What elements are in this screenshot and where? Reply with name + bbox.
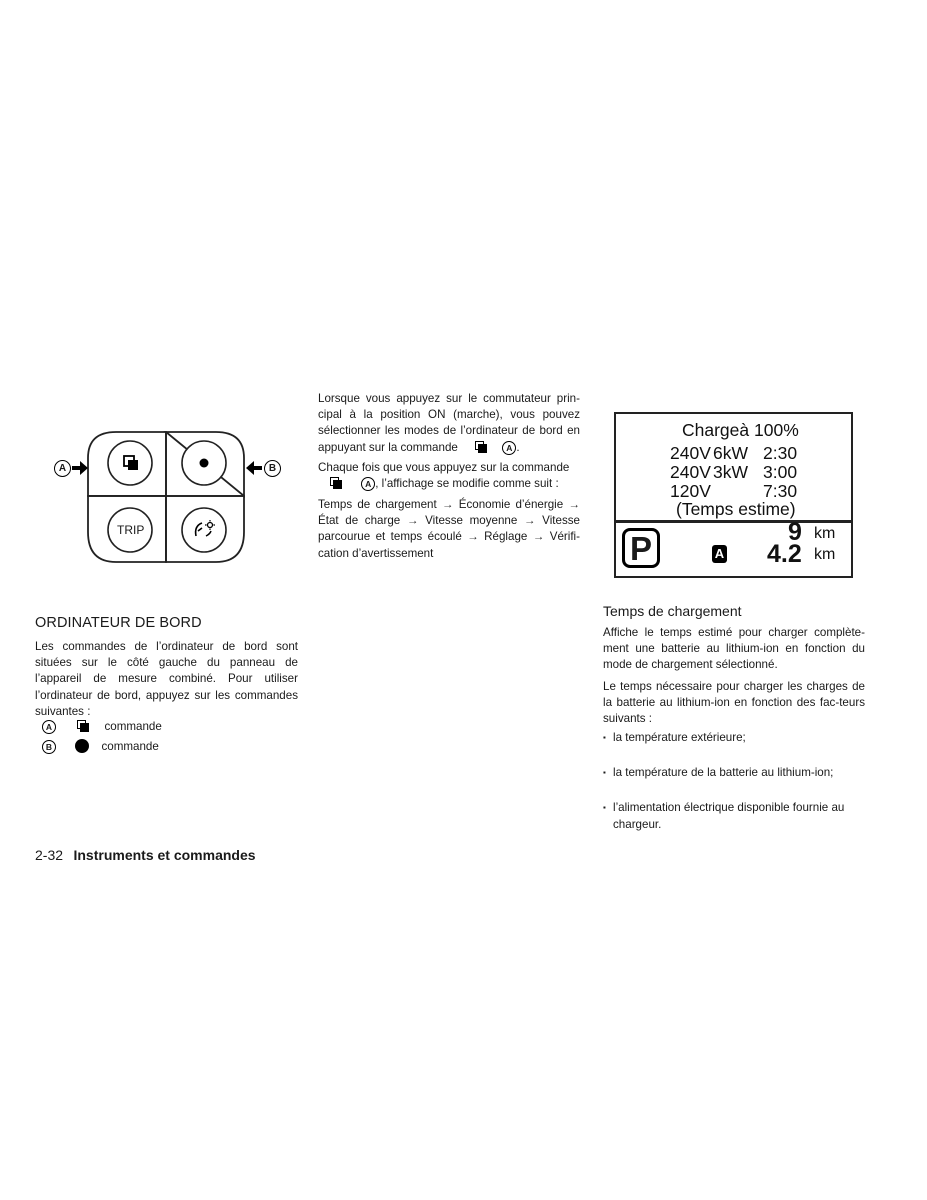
middle-paragraph-3: Temps de chargement → Économie d’énergie → État de charge → Vitesse moyenne → Vitesse parcourue et temps écoulé → Réglage → Vérifi-cation d’avertissement — [318, 498, 580, 560]
right-bullet-1: ▪ la température extérieure; — [603, 730, 865, 746]
gear-indicator — [622, 528, 660, 568]
control-panel-svg — [50, 428, 290, 568]
right-subtitle: Temps de chargement — [603, 603, 742, 619]
left-paragraph: Les commandes de l’ordinateur de bord sont situées sur le côté gauche du panneau de l’appareil de mesure combiné. Pour utiliser l’ordinateur de bord, appuyez sur les commandes suivantes : — [35, 640, 298, 718]
charge-display-screen — [614, 412, 853, 578]
legend-b-letter: B — [42, 740, 56, 754]
screen-row-2-volt: 240V — [670, 462, 711, 482]
screen-divider — [616, 520, 851, 523]
legend-item-b — [42, 739, 159, 754]
screen-row-1-kw: 6kW — [713, 443, 748, 463]
middle-paragraph-2 — [318, 460, 580, 492]
gear-letter: P — [629, 530, 652, 567]
section-title: ORDINATEUR DE BORD — [35, 615, 202, 631]
screen-title: Chargeà 100% — [682, 420, 799, 440]
screen-row-1-time: 2:30 — [763, 443, 798, 463]
screen-row-2-time: 3:00 — [763, 462, 798, 482]
mode-badge — [712, 545, 727, 563]
square-icon — [330, 477, 342, 489]
trip-button-label: TRIP — [117, 523, 145, 537]
right-bullet-2: ▪ la température de la batterie au lithium-ion; — [603, 765, 865, 781]
label-b-marker: B — [264, 460, 281, 477]
control-panel-diagram — [50, 428, 290, 568]
page-footer — [35, 847, 256, 865]
middle-paragraph-1 — [318, 391, 580, 456]
right-paragraph-1: Affiche le temps estimé pour charger complète-ment une batterie au lithium-ion en fonction du mode de chargement sélectionné. — [603, 626, 865, 672]
legend-b-text: commande — [101, 740, 159, 753]
mode-badge-letter: A — [714, 546, 725, 561]
middle-p2-letter: A — [361, 477, 375, 491]
screen-row-2-kw: 3kW — [713, 462, 748, 482]
middle-p1-text: Lorsque vous appuyez sur le commutateur prin-cipal à la position ON (marche), vous pouvez sélectionner les modes de l’ordinateur de bord en appuyant sur la commande — [318, 392, 580, 454]
screen-row-3-time: 7:30 — [763, 481, 798, 501]
middle-p1-letter: A — [502, 441, 516, 455]
legend-a-text: commande — [104, 720, 162, 733]
screen-value-2: 4.2 — [767, 540, 802, 568]
screen-value-1: 9 — [788, 518, 802, 546]
right-paragraph-2: Le temps nécessaire pour charger les charges de la batterie au lithium-ion en fonction des fac-teurs suivants : — [603, 680, 865, 726]
chapter-title: Instruments et commandes — [73, 847, 256, 863]
screen-row-1-volt: 240V — [670, 443, 711, 463]
dot-icon — [75, 739, 89, 753]
legend-item-a — [42, 720, 162, 734]
right-bullet-3: ▪ l’alimentation électrique disponible fournie au chargeur. — [603, 800, 865, 832]
screen-unit-1: km — [814, 525, 836, 542]
screen-unit-2: km — [814, 546, 836, 563]
middle-p1-end: . — [516, 440, 520, 454]
square-icon — [77, 720, 89, 732]
middle-p2-text-b: , l’affichage se modifie comme suit : — [375, 477, 559, 491]
square-icon — [475, 441, 487, 453]
screen-estimate: (Temps estime) — [676, 499, 796, 519]
page-number: 2-32 — [35, 847, 64, 863]
label-a-marker: A — [54, 460, 71, 477]
screen-row-3-volt: 120V — [670, 481, 711, 501]
middle-p2-text: Chaque fois que vous appuyez sur la commande — [318, 461, 570, 474]
legend-a-letter: A — [42, 720, 56, 734]
